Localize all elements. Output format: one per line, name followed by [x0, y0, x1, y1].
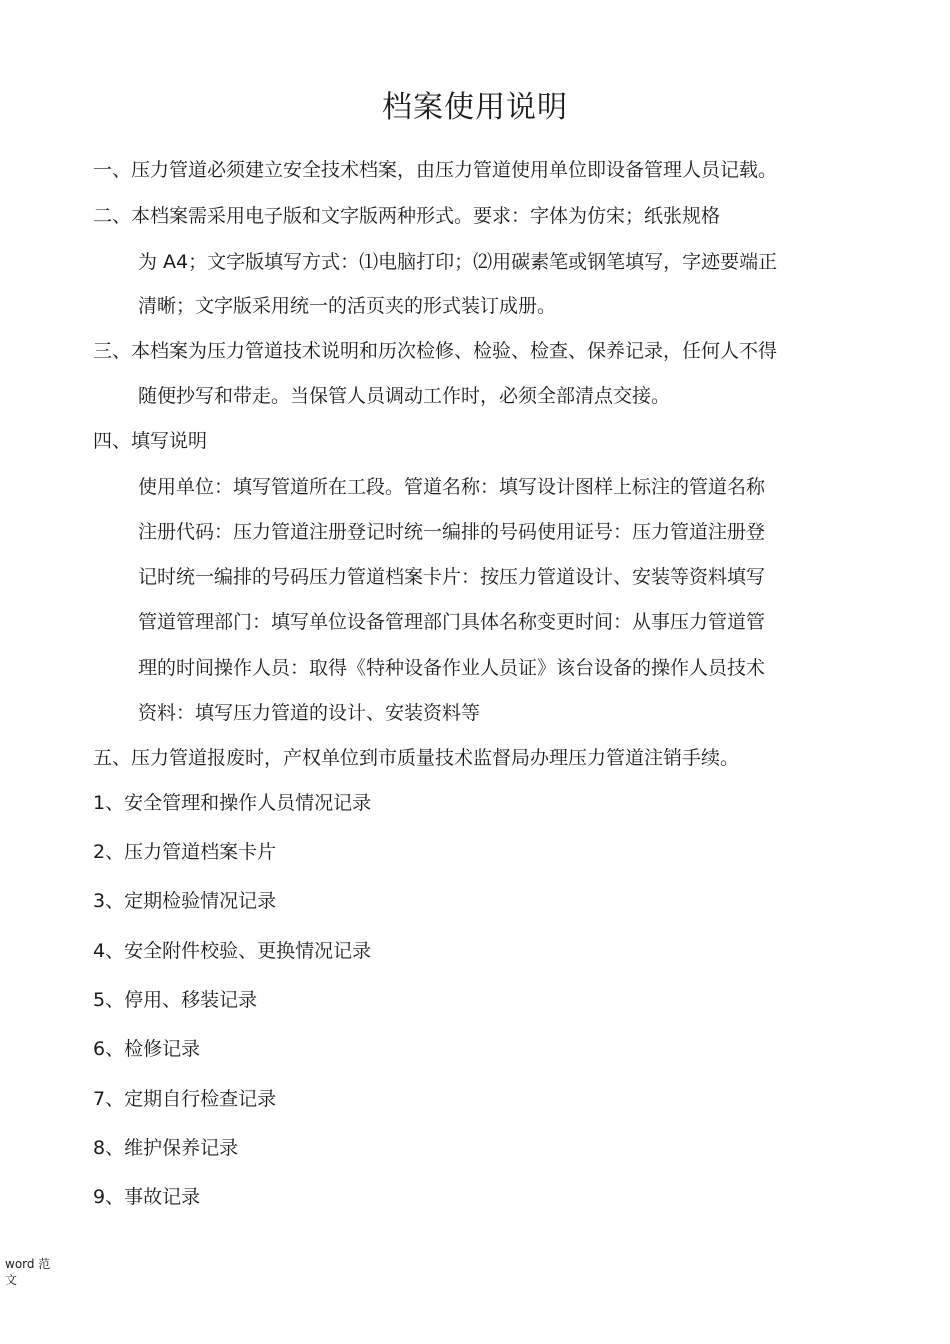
- record-item: 7、定期自行检查记录: [93, 1088, 277, 1110]
- record-item: 6、检修记录: [93, 1038, 201, 1060]
- section-3-line-2: 随便抄写和带走。当保管人员调动工作时，必须全部清点交接。: [138, 385, 671, 407]
- record-item: 3、定期检验情况记录: [93, 890, 277, 912]
- section-3-line-1: 三、本档案为压力管道技术说明和历次检修、检验、检查、保养记录，任何人不得: [93, 340, 778, 362]
- footer-watermark: word 范文: [5, 1257, 51, 1287]
- section-4-line: 理的时间操作人员：取得《特种设备作业人员证》该台设备的操作人员技术: [138, 657, 766, 679]
- section-4-line: 使用单位：填写管道所在工段。管道名称：填写设计图样上标注的管道名称: [138, 476, 766, 498]
- record-item: 2、压力管道档案卡片: [93, 841, 277, 863]
- record-item: 9、事故记录: [93, 1186, 201, 1208]
- section-4-heading: 四、填写说明: [93, 430, 208, 452]
- page-title: 档案使用说明: [382, 90, 568, 125]
- record-item: 8、维护保养记录: [93, 1137, 239, 1159]
- section-2-line-3: 清晰；文字版采用统一的活页夹的形式装订成册。: [138, 295, 557, 317]
- section-4-line: 记时统一编排的号码压力管道档案卡片：按压力管道设计、安装等资料填写: [138, 566, 766, 588]
- section-2-line-1: 二、本档案需采用电子版和文字版两种形式。要求：字体为仿宋；纸张规格: [93, 205, 721, 227]
- section-4-line: 管道管理部门：填写单位设备管理部门具体名称变更时间：从事压力管道管: [138, 611, 766, 633]
- section-4-line: 注册代码：压力管道注册登记时统一编排的号码使用证号：压力管道注册登: [138, 521, 766, 543]
- record-item: 4、安全附件校验、更换情况记录: [93, 940, 372, 962]
- record-item: 5、停用、移装记录: [93, 989, 258, 1011]
- section-5: 五、压力管道报废时，产权单位到市质量技术监督局办理压力管道注销手续。: [93, 747, 740, 769]
- section-4-line: 资料：填写压力管道的设计、安装资料等: [138, 702, 481, 724]
- section-2-line-2: 为 A4；文字版填写方式：⑴电脑打印；⑵用碳素笔或钢笔填写，字迹要端正: [138, 251, 778, 273]
- record-item: 1、安全管理和操作人员情况记录: [93, 792, 372, 814]
- section-1: 一、压力管道必须建立安全技术档案，由压力管道使用单位即设备管理人员记载。: [93, 159, 778, 181]
